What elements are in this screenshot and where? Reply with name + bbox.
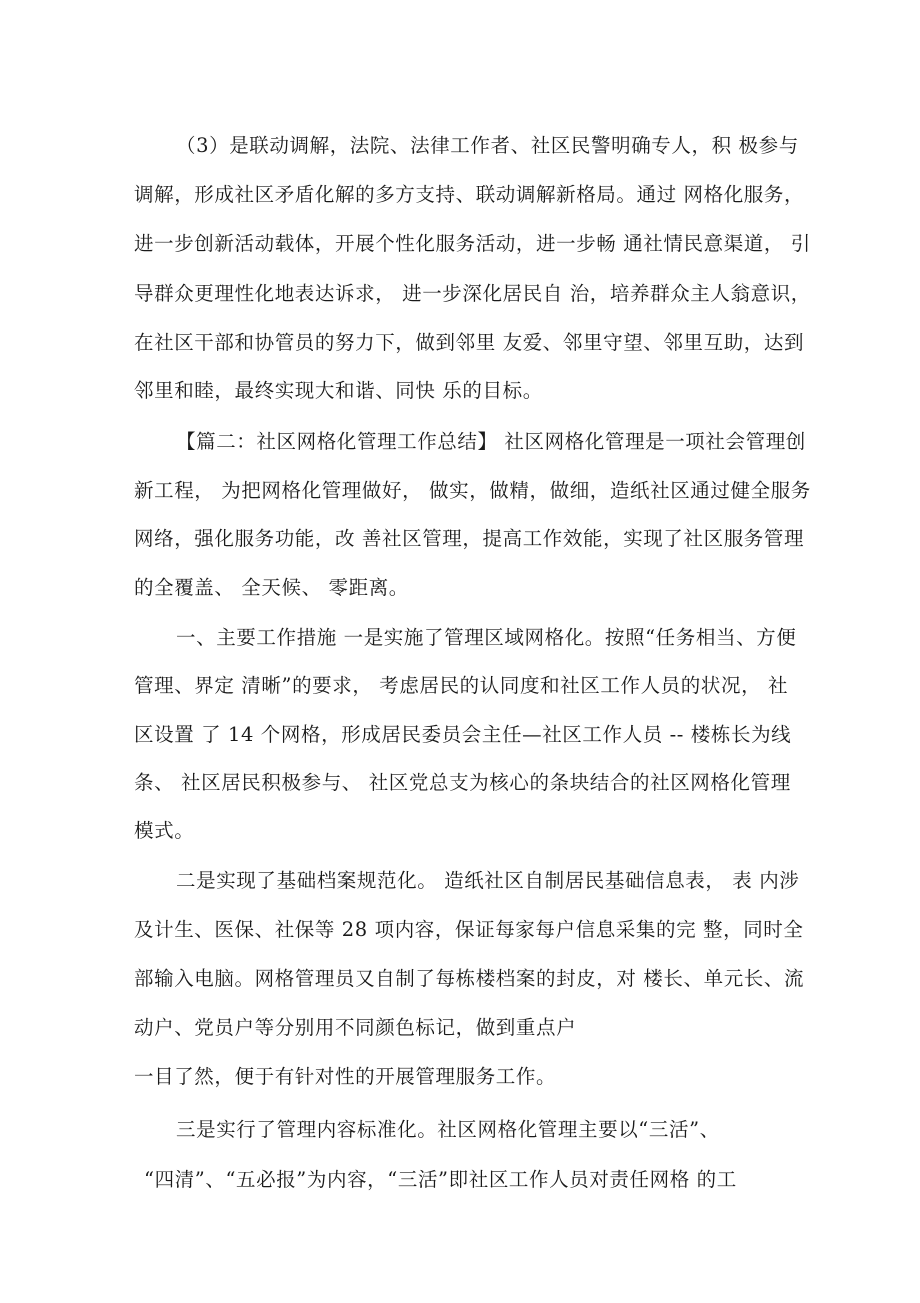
paragraph-4-line-5: 一目了然，便于有针对性的开展管理服务工作。 [134, 1065, 557, 1088]
paragraph-2-line-4: 的全覆盖、 全天候、 零距离。 [134, 576, 409, 599]
paragraph-5-line-2: “四清”、“五必报”为内容，“三活”即社区工作人员对责任网格 的工 [144, 1168, 737, 1191]
paragraph-4-line-1: 二是实现了基础档案规范化。 造纸社区自制居民基础信息表， 表 内涉 [176, 869, 800, 892]
paragraph-1-line-2: 调解，形成社区矛盾化解的多方支持、联动调解新格局。通过 网格化服务， [134, 183, 805, 206]
paragraph-4-line-3: 部输入电脑。网格管理员又自制了每栋楼档案的封皮，对 楼长、单元长、流 [134, 967, 805, 990]
paragraph-5-line-1: 三是实行了管理内容标准化。社区网格化管理主要以“三活”、 [176, 1118, 720, 1141]
paragraph-1-line-6: 邻里和睦，最终实现大和谐、同快 乐的目标。 [134, 379, 543, 402]
paragraph-3-line-4: 条、 社区居民积极参与、 社区党总支为核心的条块结合的社区网格化管理 [134, 771, 791, 794]
paragraph-4-line-4: 动户、党员户等分别用不同颜色标记，做到重点户 [134, 1016, 577, 1039]
paragraph-2-line-2: 新工程， 为把网格化管理做好， 做实，做精，做细，造纸社区通过健全服务 [134, 479, 811, 502]
paragraph-1-line-1: （3）是联动调解，法院、法律工作者、社区民警明确专人，积 极参与 [176, 134, 799, 157]
paragraph-3-line-5: 模式。 [134, 819, 195, 842]
paragraph-2-line-3: 网络，强化服务功能，改 善社区管理，提高工作效能，实现了社区服务管理 [134, 527, 805, 550]
paragraph-3-line-2: 管理、界定 清晰”的要求， 考虑居民的认同度和社区工作人员的状况， 社 [134, 674, 789, 697]
paragraph-4-line-2: 及计生、医保、社保等 28 项内容，保证每家每户信息采集的完 整，同时全 [134, 918, 804, 941]
paragraph-2-line-1: 【篇二：社区网格化管理工作总结】 社区网格化管理是一项社会管理创 [176, 430, 806, 453]
paragraph-1-line-5: 在社区干部和协管员的努力下，做到邻里 友爱、邻里守望、邻里互助，达到 [134, 331, 805, 354]
paragraph-1-line-4: 导群众更理性化地表达诉求， 进一步深化居民自 治，培养群众主人翁意识， [134, 282, 811, 305]
paragraph-1-line-3: 进一步创新活动载体，开展个性化服务活动，进一步畅 通社情民意渠道， 引 [134, 232, 811, 255]
paragraph-3-line-3: 区设置 了 14 个网格，形成居民委员会主任—社区工作人员 -- 楼栋长为线 [134, 723, 792, 746]
paragraph-3-line-1: 一、主要工作措施 一是实施了管理区域网格化。按照“任务相当、方便 [176, 626, 797, 649]
